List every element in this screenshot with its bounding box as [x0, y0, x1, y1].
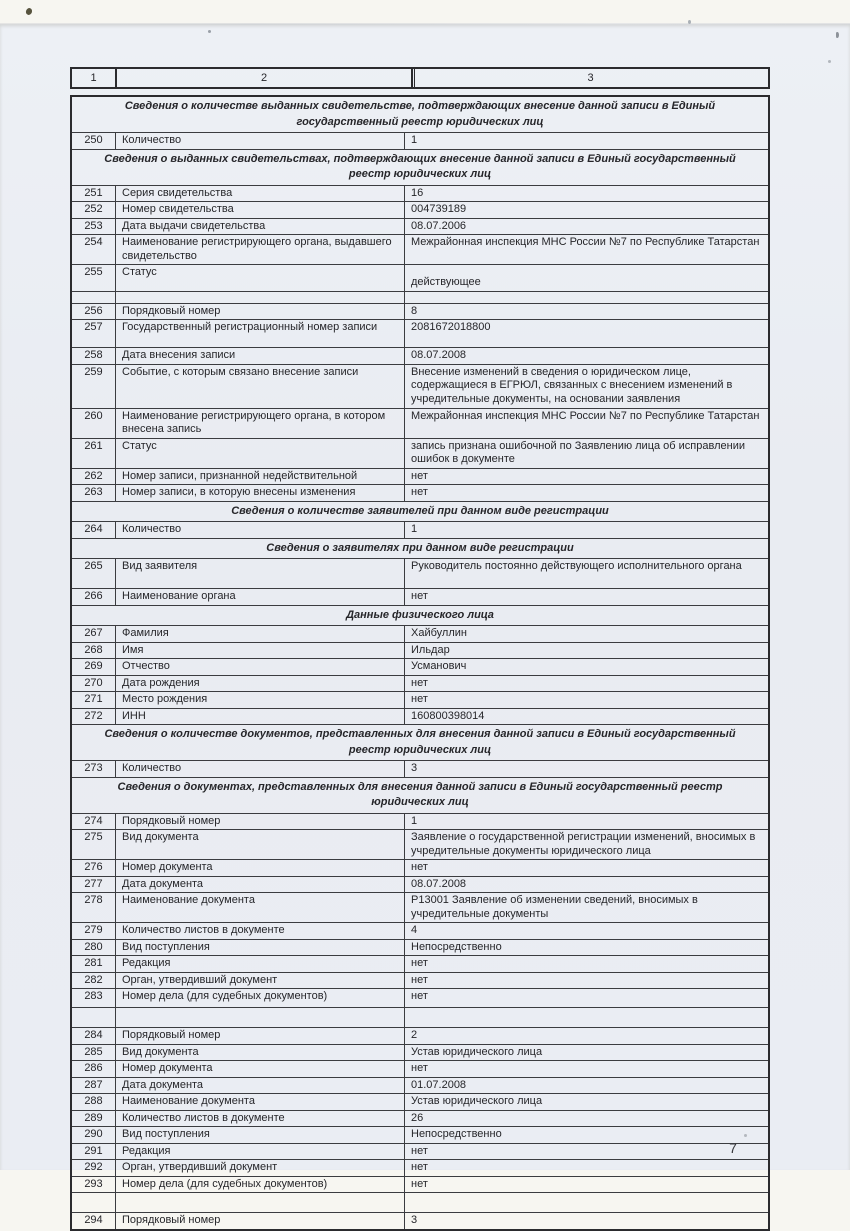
row-value: действующее [411, 276, 481, 288]
row-label: Серия свидетельства [116, 186, 405, 202]
row-label: Наименование регистрирующего органа, в котором внесена запись [116, 409, 405, 438]
row-label: Количество [116, 522, 405, 538]
table-row [72, 1159, 768, 1176]
row-number: 279 [72, 923, 116, 939]
spacer-row [72, 1192, 768, 1212]
table-row [72, 347, 768, 364]
section-header-row [72, 97, 768, 132]
row-value: нет [411, 973, 428, 986]
empty-cell [116, 292, 405, 303]
row-number: 251 [72, 186, 116, 202]
row-number: 276 [72, 860, 116, 876]
table-row [72, 521, 768, 538]
table-row [72, 675, 768, 692]
row-number: 266 [72, 589, 116, 605]
column-header-cell: 2 [117, 69, 413, 87]
table-row [72, 922, 768, 939]
row-number: 260 [72, 409, 116, 438]
empty-cell [405, 1193, 768, 1212]
table-row [72, 1060, 768, 1077]
row-number: 270 [72, 676, 116, 692]
section-header-text: Данные физического лица [346, 608, 494, 621]
row-number: 254 [72, 235, 116, 264]
row-value: 08.07.2008 [411, 349, 467, 361]
row-number: 264 [72, 522, 116, 538]
table-row [72, 185, 768, 202]
row-value: нет [411, 861, 428, 873]
row-value: нет [411, 1161, 428, 1173]
section-header-text: Сведения о заявителях при данном виде регистрации [266, 541, 574, 554]
row-number: 286 [72, 1061, 116, 1077]
row-label: Дата выдачи свидетельства [116, 219, 405, 235]
row-value: Внесение изменений в сведения о юридическом лице, содержащиеся в ЕГРЮЛ, связанных с внесением изменений в учредительные документы, на основании заявления [411, 365, 733, 405]
row-value: нет [411, 1144, 428, 1157]
row-number: 280 [72, 940, 116, 956]
table-row [72, 1143, 768, 1160]
empty-cell [116, 1193, 405, 1212]
row-label: Номер дела (для судебных документов) [116, 989, 405, 1007]
table-row [72, 625, 768, 642]
table-row [72, 1093, 768, 1110]
scan-speck [828, 60, 831, 63]
row-label: Номер дела (для судебных документов) [116, 1177, 405, 1193]
table-row [72, 264, 768, 291]
empty-cell [405, 1008, 768, 1027]
row-value: 4 [411, 924, 418, 936]
row-number: 293 [72, 1177, 116, 1193]
table-row [72, 760, 768, 777]
table-row [72, 558, 768, 588]
column-header-cell: 3 [587, 72, 594, 84]
row-number: 272 [72, 709, 116, 725]
row-label: Номер записи, признанной недействительной [116, 469, 405, 485]
row-value: 26 [411, 1111, 424, 1124]
row-value: Заявление о государственной регистрации изменений, вносимых в учредительные документы юридического лица [411, 831, 756, 857]
row-value: нет [411, 486, 428, 498]
row-label: Статус [116, 265, 405, 291]
row-label: Наименование органа [116, 589, 405, 605]
row-value: Р13001 Заявление об изменении сведений, вносимых в учредительные документы [411, 894, 698, 920]
row-label: Номер записи, в которую внесены изменения [116, 485, 405, 501]
row-number: 277 [72, 877, 116, 893]
row-number: 262 [72, 469, 116, 485]
row-value: 1 [411, 814, 418, 827]
row-number: 294 [72, 1213, 116, 1229]
table-row [72, 876, 768, 893]
table-row [72, 859, 768, 876]
table-row [72, 319, 768, 347]
row-number: 290 [72, 1127, 116, 1143]
table-row [72, 1044, 768, 1061]
empty-cell [72, 1008, 116, 1027]
table-row [72, 892, 768, 922]
table-row [72, 408, 768, 438]
row-label: Порядковый номер [116, 814, 405, 830]
section-header-text: Сведения о выданных свидетельствах, подтверждающих внесение данной записи в Единый государственный реестр юридических лиц [104, 152, 736, 180]
row-value: 2081672018800 [411, 321, 491, 333]
row-number: 288 [72, 1094, 116, 1110]
row-value: Руководитель постоянно действующего исполнительного органа [411, 560, 742, 572]
section-header-row [72, 501, 768, 522]
empty-cell [405, 292, 768, 303]
row-number: 278 [72, 893, 116, 922]
row-value: нет [411, 957, 428, 969]
scan-speck [836, 32, 839, 38]
row-value: нет [411, 1062, 428, 1074]
column-header-row [70, 67, 770, 89]
row-label: Количество [116, 761, 405, 777]
row-number: 265 [72, 559, 116, 588]
row-label: Количество листов в документе [116, 923, 405, 939]
table-row [72, 1126, 768, 1143]
row-label: Вид заявителя [116, 559, 405, 588]
row-number: 289 [72, 1111, 116, 1127]
row-value: Межрайонная инспекция МНС России №7 по Республике Татарстан [411, 409, 760, 422]
row-label: ИНН [116, 709, 405, 725]
row-label: Вид документа [116, 830, 405, 859]
row-value: нет [411, 469, 428, 482]
row-value: 1 [411, 523, 418, 535]
row-label: Порядковый номер [116, 1213, 405, 1229]
row-number: 250 [72, 133, 116, 149]
row-label: Дата внесения записи [116, 348, 405, 364]
row-number: 268 [72, 643, 116, 659]
row-label: Фамилия [116, 626, 405, 642]
table-row [72, 955, 768, 972]
spacer-row [72, 1007, 768, 1027]
section-header-row [72, 538, 768, 559]
table-row [72, 988, 768, 1007]
row-number: 263 [72, 485, 116, 501]
row-label: Порядковый номер [116, 304, 405, 320]
page-number: 7 [729, 1140, 737, 1156]
row-label: Порядковый номер [116, 1028, 405, 1044]
row-number: 292 [72, 1160, 116, 1176]
row-label: Номер свидетельства [116, 202, 405, 218]
row-number: 269 [72, 659, 116, 675]
row-value: 3 [411, 1214, 418, 1226]
table-row [72, 468, 768, 485]
row-label: Событие, с которым связано внесение записи [116, 365, 405, 408]
row-value: Устав юридического лица [411, 1095, 543, 1107]
empty-cell [72, 1193, 116, 1212]
row-label: Вид документа [116, 1045, 405, 1061]
row-value: 004739189 [411, 203, 467, 215]
row-value: Ильдар [411, 643, 450, 656]
section-header-row [72, 777, 768, 813]
row-number: 259 [72, 365, 116, 408]
row-value: нет [411, 590, 428, 602]
table-row [72, 642, 768, 659]
table-row [72, 813, 768, 830]
section-header-text: Сведения о документах, представленных для внесения данной записи в Единый государственный реестр юридических лиц [117, 780, 723, 808]
row-number: 281 [72, 956, 116, 972]
row-value: нет [411, 676, 428, 689]
row-number: 287 [72, 1078, 116, 1094]
row-label: Вид поступления [116, 940, 405, 956]
table-row [72, 829, 768, 859]
section-header-row [72, 149, 768, 185]
row-number: 283 [72, 989, 116, 1007]
row-number: 257 [72, 320, 116, 347]
registry-table [70, 95, 770, 1231]
row-label: Количество [116, 133, 405, 149]
row-number: 253 [72, 219, 116, 235]
scan-page-edge [0, 23, 850, 25]
row-label: Орган, утвердивший документ [116, 1160, 405, 1176]
row-number: 273 [72, 761, 116, 777]
row-value: 1 [411, 134, 418, 146]
row-number: 282 [72, 973, 116, 989]
row-label: Имя [116, 643, 405, 659]
row-value: нет [411, 1177, 428, 1190]
row-label: Номер документа [116, 860, 405, 876]
row-number: 255 [72, 265, 116, 291]
table-row [72, 234, 768, 264]
row-number: 261 [72, 439, 116, 468]
row-number: 274 [72, 814, 116, 830]
row-label: Редакция [116, 956, 405, 972]
table-row [72, 484, 768, 501]
row-label: Вид поступления [116, 1127, 405, 1143]
row-value: 08.07.2008 [411, 877, 467, 890]
row-label: Место рождения [116, 692, 405, 708]
row-value: Непосредственно [411, 1128, 502, 1140]
table-row [72, 972, 768, 989]
row-label: Наименование документа [116, 893, 405, 922]
table-row [72, 364, 768, 408]
table-row [72, 218, 768, 235]
row-number: 284 [72, 1028, 116, 1044]
table-row [72, 658, 768, 675]
row-value: 08.07.2006 [411, 219, 467, 232]
table-row [72, 708, 768, 725]
row-number: 258 [72, 348, 116, 364]
scan-speck [208, 30, 211, 33]
empty-cell [116, 1008, 405, 1027]
table-row [72, 939, 768, 956]
row-value: Межрайонная инспекция МНС России №7 по Республике Татарстан [411, 236, 760, 248]
row-value: Усманович [411, 660, 467, 672]
row-label: Наименование регистрирующего органа, выдавшего свидетельство [116, 235, 405, 264]
row-label: Орган, утвердивший документ [116, 973, 405, 989]
row-label: Редакция [116, 1144, 405, 1160]
row-label: Отчество [116, 659, 405, 675]
section-header-row [72, 605, 768, 626]
row-value: Хайбуллин [411, 627, 467, 639]
table-row [72, 1212, 768, 1229]
section-header-row [72, 724, 768, 760]
row-label: Статус [116, 439, 405, 468]
row-value: Непосредственно [411, 940, 502, 953]
row-number: 285 [72, 1045, 116, 1061]
table-row [72, 201, 768, 218]
row-value: 16 [411, 186, 424, 199]
section-header-text: Сведения о количестве документов, представленных для внесения данной записи в Единый государственный реестр юридических лиц [104, 728, 736, 756]
table-row [72, 132, 768, 149]
section-header-text: Сведения о количестве заявителей при данном виде регистрации [231, 504, 609, 517]
row-number: 275 [72, 830, 116, 859]
empty-cell [72, 292, 116, 303]
row-number: 252 [72, 202, 116, 218]
scan-speck [688, 20, 691, 24]
row-label: Дата документа [116, 1078, 405, 1094]
row-label: Количество листов в документе [116, 1111, 405, 1127]
row-label: Номер документа [116, 1061, 405, 1077]
row-number: 256 [72, 304, 116, 320]
table-row [72, 438, 768, 468]
table-row [72, 1077, 768, 1094]
table-row [72, 1027, 768, 1044]
row-number: 267 [72, 626, 116, 642]
row-value: нет [411, 990, 428, 1002]
table-row [72, 1110, 768, 1127]
row-label: Дата документа [116, 877, 405, 893]
row-value: 2 [411, 1029, 418, 1041]
row-value: нет [411, 693, 428, 705]
row-value: 3 [411, 762, 418, 774]
spacer-row [72, 291, 768, 303]
row-value: 160800398014 [411, 709, 485, 722]
table-row [72, 691, 768, 708]
row-value: 01.07.2008 [411, 1078, 467, 1091]
row-label: Государственный регистрационный номер записи [116, 320, 405, 347]
section-header-text: Сведения о количестве выданных свидетельстве, подтверждающих внесение данной записи в Единый государственный реестр юридических лиц [124, 100, 716, 128]
row-label: Дата рождения [116, 676, 405, 692]
row-number: 271 [72, 692, 116, 708]
row-number: 291 [72, 1144, 116, 1160]
row-label: Наименование документа [116, 1094, 405, 1110]
row-value: 8 [411, 304, 418, 317]
scan-speck [25, 7, 33, 16]
table-row [72, 303, 768, 320]
row-value: запись признана ошибочной по Заявлению лица об исправлении ошибок в документе [411, 439, 745, 465]
table-row [72, 588, 768, 605]
row-value: Устав юридического лица [411, 1045, 543, 1058]
table-row [72, 1176, 768, 1193]
column-header-cell: 1 [72, 69, 117, 87]
